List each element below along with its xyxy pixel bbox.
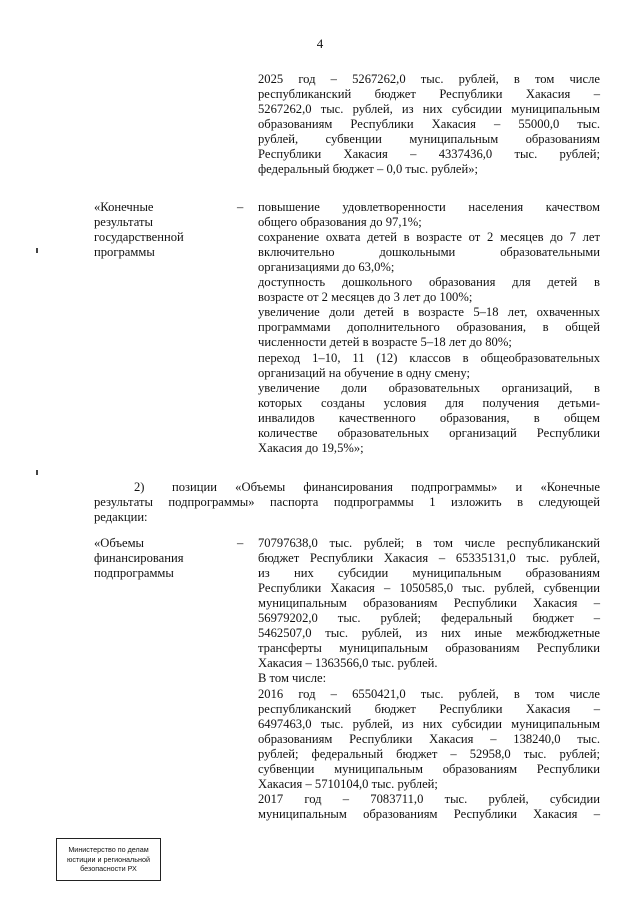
results-line: увеличение доли образовательных организаций, в: [258, 380, 600, 395]
ministry-stamp: [56, 838, 161, 881]
budget-line: Республики Хакасия – 4337436,0 тыс. рублей;: [258, 147, 600, 162]
budget-line: рублей, субвенции муниципальным образованиям: [258, 132, 600, 147]
financing-line: Хакасия – 5710104,0 тыс. рублей;: [258, 776, 438, 791]
results-label-line: государственной: [94, 230, 184, 245]
results-label-line: программы: [94, 245, 155, 260]
stamp-line: безопасности РХ: [80, 864, 137, 874]
financing-line: В том числе:: [258, 671, 327, 686]
financing-line: муниципальным образованиям Республики Хакасия –: [258, 596, 600, 611]
financing-line: 5462507,0 тыс. рублей, из них иные межбюджетные: [258, 626, 600, 641]
results-dash: –: [237, 200, 244, 214]
financing-dash: –: [237, 536, 244, 550]
results-line: включительно дошкольными образовательными: [258, 245, 600, 260]
results-line: сохранение охвата детей в возрасте от 2 месяцев до 7 лет: [258, 230, 600, 245]
financing-line: образованиям Республики Хакасия – 138240,0 тыс.: [258, 731, 600, 746]
financing-line: Хакасия – 1363566,0 тыс. рублей.: [258, 656, 438, 671]
stamp-line: Министерство по делам: [68, 845, 149, 854]
results-line: количестве образовательных организаций Республики: [258, 425, 600, 440]
page-number: 4: [316, 36, 324, 51]
budget-line: 2025 год – 5267262,0 тыс. рублей, в том числе: [258, 72, 600, 86]
results-line: организаций на обучение в одну смену;: [258, 365, 471, 380]
results-line: организациями до 63,0%;: [258, 260, 395, 275]
results-line: общего образования до 97,1%;: [258, 215, 422, 230]
budget-line: республиканский бюджет Республики Хакасия –: [258, 87, 600, 102]
item2-line: позиции «Объемы финансирования подпрограммы» и «Конечные: [172, 480, 600, 494]
results-label-line: результаты: [94, 215, 153, 230]
financing-line: рублей; федеральный бюджет – 52958,0 тыс. рублей;: [258, 746, 600, 761]
results-label-line: «Конечные: [94, 200, 154, 214]
item-number: 2): [134, 480, 145, 494]
results-line: переход 1–10, 11 (12) классов в общеобразовательных: [258, 350, 600, 365]
stamp-line: юстиции и региональной: [67, 854, 150, 864]
financing-label-line: финансирования: [94, 551, 184, 566]
margin-tick: [36, 470, 38, 475]
financing-line: муниципальным образованиям Республики Хакасия –: [258, 806, 600, 821]
budget-line: образованиям Республики Хакасия – 55000,0 тыс.: [258, 117, 600, 132]
results-line: которых созданы условия для получения детьми-: [258, 395, 600, 410]
results-line: повышение удовлетворенности населения качеством: [258, 200, 600, 214]
financing-line: Республики Хакасия – 1050585,0 тыс. рублей, субвенции: [258, 581, 600, 596]
budget-line: 5267262,0 тыс. рублей, из них субсидии муниципальным: [258, 102, 600, 117]
financing-line: из них субсидии муниципальным образованиям: [258, 566, 600, 581]
results-line: доступность дошкольного образования для детей в: [258, 275, 600, 290]
results-line: возрасте от 2 месяцев до 3 лет до 100%;: [258, 290, 473, 305]
budget-line: федеральный бюджет – 0,0 тыс. рублей»;: [258, 162, 479, 177]
financing-line: 6497463,0 тыс. рублей, из них субсидии муниципальным: [258, 716, 600, 731]
financing-line: 2017 год – 7083711,0 тыс. рублей, субсидии: [258, 791, 600, 806]
financing-line: бюджет Республики Хакасия – 65335131,0 тыс. рублей,: [258, 551, 600, 566]
financing-label-line: подпрограммы: [94, 566, 174, 581]
item2-line: результаты подпрограммы» паспорта подпрограммы 1 изложить в следующей: [94, 495, 600, 510]
results-line: инвалидов качественного образования, в общем: [258, 410, 600, 425]
financing-line: 70797638,0 тыс. рублей; в том числе республиканский: [258, 536, 600, 550]
financing-line: республиканский бюджет Республики Хакасия –: [258, 701, 600, 716]
results-line: программами дополнительного образования, в общей: [258, 320, 600, 335]
results-line: Хакасия до 19,5%»;: [258, 440, 364, 455]
results-line: численности детей в возрасте 5–18 лет до 80%;: [258, 335, 512, 350]
results-line: увеличение доли детей в возрасте 5–18 лет, охваченных: [258, 305, 600, 320]
item2-line: редакции:: [94, 510, 148, 525]
financing-line: 56979202,0 тыс. рублей; федеральный бюджет –: [258, 611, 600, 626]
financing-line: субвенции муниципальным образованиям Республики: [258, 761, 600, 776]
margin-tick: [36, 248, 38, 253]
financing-label-line: «Объемы: [94, 536, 145, 550]
financing-line: 2016 год – 6550421,0 тыс. рублей, в том числе: [258, 686, 600, 701]
financing-line: трансферты муниципальным образованиям Республики: [258, 641, 600, 656]
